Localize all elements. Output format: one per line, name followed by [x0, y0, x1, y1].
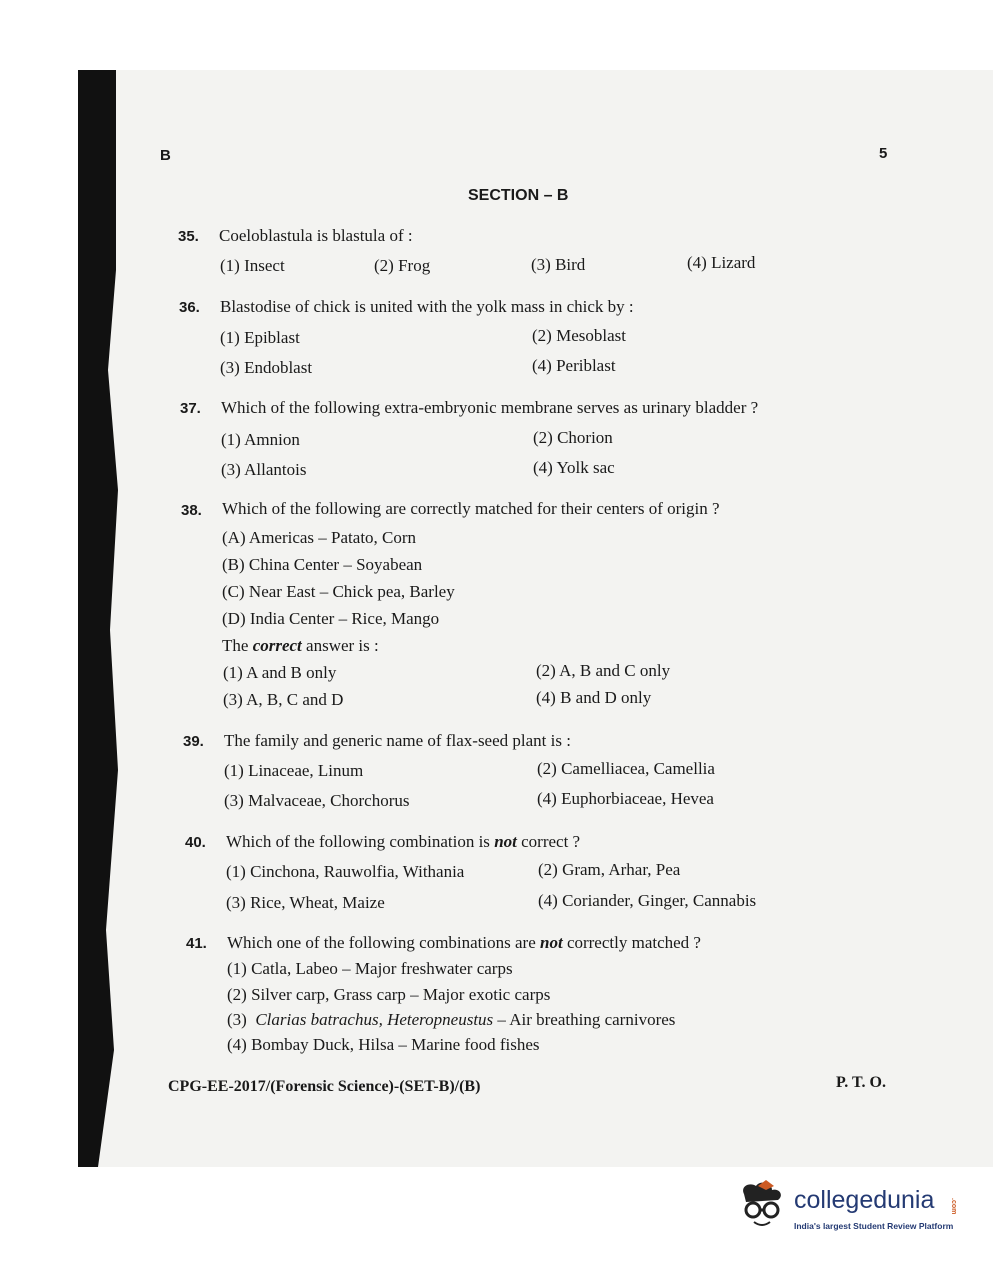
- brand-suffix: .com: [950, 1198, 957, 1215]
- question-text: Which of the following are correctly matched for their centers of origin ?: [222, 499, 720, 518]
- option: (1) Linaceae, Linum: [224, 761, 364, 780]
- list-item: (A) Americas – Patato, Corn: [222, 528, 417, 547]
- question-number: 37.: [180, 400, 201, 417]
- brand-tagline: India's largest Student Review Platform: [794, 1221, 954, 1231]
- question-number: 35.: [178, 228, 199, 245]
- option: (1) A and B only: [223, 663, 337, 682]
- question-number: 38.: [181, 502, 202, 519]
- option: (3) Malvaceae, Chorchorus: [224, 791, 410, 810]
- page-number: 5: [879, 145, 888, 162]
- mascot-icon: [736, 1180, 790, 1230]
- pto-label: P. T. O.: [836, 1074, 886, 1091]
- list-item: (B) China Center – Soyabean: [222, 555, 423, 574]
- list-item: (D) India Center – Rice, Mango: [222, 609, 440, 628]
- brand-name: collegedunia: [794, 1186, 935, 1214]
- footer-code: CPG-EE-2017/(Forensic Science)-(SET-B)/(B): [168, 1078, 481, 1095]
- emphasis: not: [494, 832, 517, 851]
- question-number: 36.: [179, 299, 200, 316]
- question-number: 39.: [183, 733, 204, 750]
- option: (3) A, B, C and D: [223, 690, 344, 709]
- option: (1) Insect: [220, 256, 285, 275]
- option: (2) Silver carp, Grass carp – Major exotic carps: [227, 985, 551, 1004]
- option: (2) Chorion: [533, 428, 613, 447]
- option: (1) Epiblast: [220, 328, 300, 347]
- option: (3) Clarias batrachus, Heteropneustus – Air breathing carnivores: [227, 1010, 676, 1029]
- option: (4) B and D only: [536, 688, 652, 707]
- option: (2) Frog: [374, 256, 431, 275]
- question-text: Which one of the following combinations are not correctly matched ?: [227, 933, 701, 952]
- question-text: The family and generic name of flax-seed plant is :: [224, 731, 571, 750]
- question-text: Which of the following extra-embryonic membrane serves as urinary bladder ?: [221, 398, 759, 417]
- option: (3) Allantois: [221, 460, 307, 479]
- emphasis: not: [540, 933, 563, 952]
- question-number: 40.: [185, 834, 206, 851]
- option: (3) Endoblast: [220, 358, 313, 377]
- option: (3) Bird: [531, 255, 586, 274]
- option: (2) Gram, Arhar, Pea: [538, 860, 681, 879]
- option: (2) A, B and C only: [536, 661, 671, 680]
- option: (1) Cinchona, Rauwolfia, Withania: [226, 862, 465, 881]
- option: (1) Catla, Labeo – Major freshwater carps: [227, 959, 513, 978]
- question-text: Blastodise of chick is united with the yolk mass in chick by :: [220, 297, 634, 316]
- answer-prompt: The correct answer is :: [222, 636, 379, 655]
- question-text: Which of the following combination is not correct ?: [226, 832, 581, 851]
- question-number: 41.: [186, 935, 207, 952]
- page-edge-shadow: [78, 70, 118, 1167]
- option: (4) Coriander, Ginger, Cannabis: [538, 891, 757, 910]
- option: (2) Mesoblast: [532, 326, 626, 345]
- option: (4) Periblast: [532, 356, 616, 375]
- option: (4) Yolk sac: [533, 458, 615, 477]
- species-names: Clarias batrachus, Heteropneustus: [255, 1010, 494, 1029]
- emphasis: correct: [252, 636, 302, 655]
- option: (2) Camelliacea, Camellia: [537, 759, 715, 778]
- section-title: SECTION – B: [468, 187, 569, 204]
- option: (3) Rice, Wheat, Maize: [226, 893, 385, 912]
- question-text: Coeloblastula is blastula of :: [219, 226, 413, 245]
- option: (4) Bombay Duck, Hilsa – Marine food fishes: [227, 1035, 540, 1054]
- list-item: (C) Near East – Chick pea, Barley: [222, 582, 455, 601]
- option: (1) Amnion: [221, 430, 300, 449]
- option: (4) Lizard: [687, 253, 756, 272]
- series-code: B: [160, 147, 171, 164]
- option: (4) Euphorbiaceae, Hevea: [537, 789, 714, 808]
